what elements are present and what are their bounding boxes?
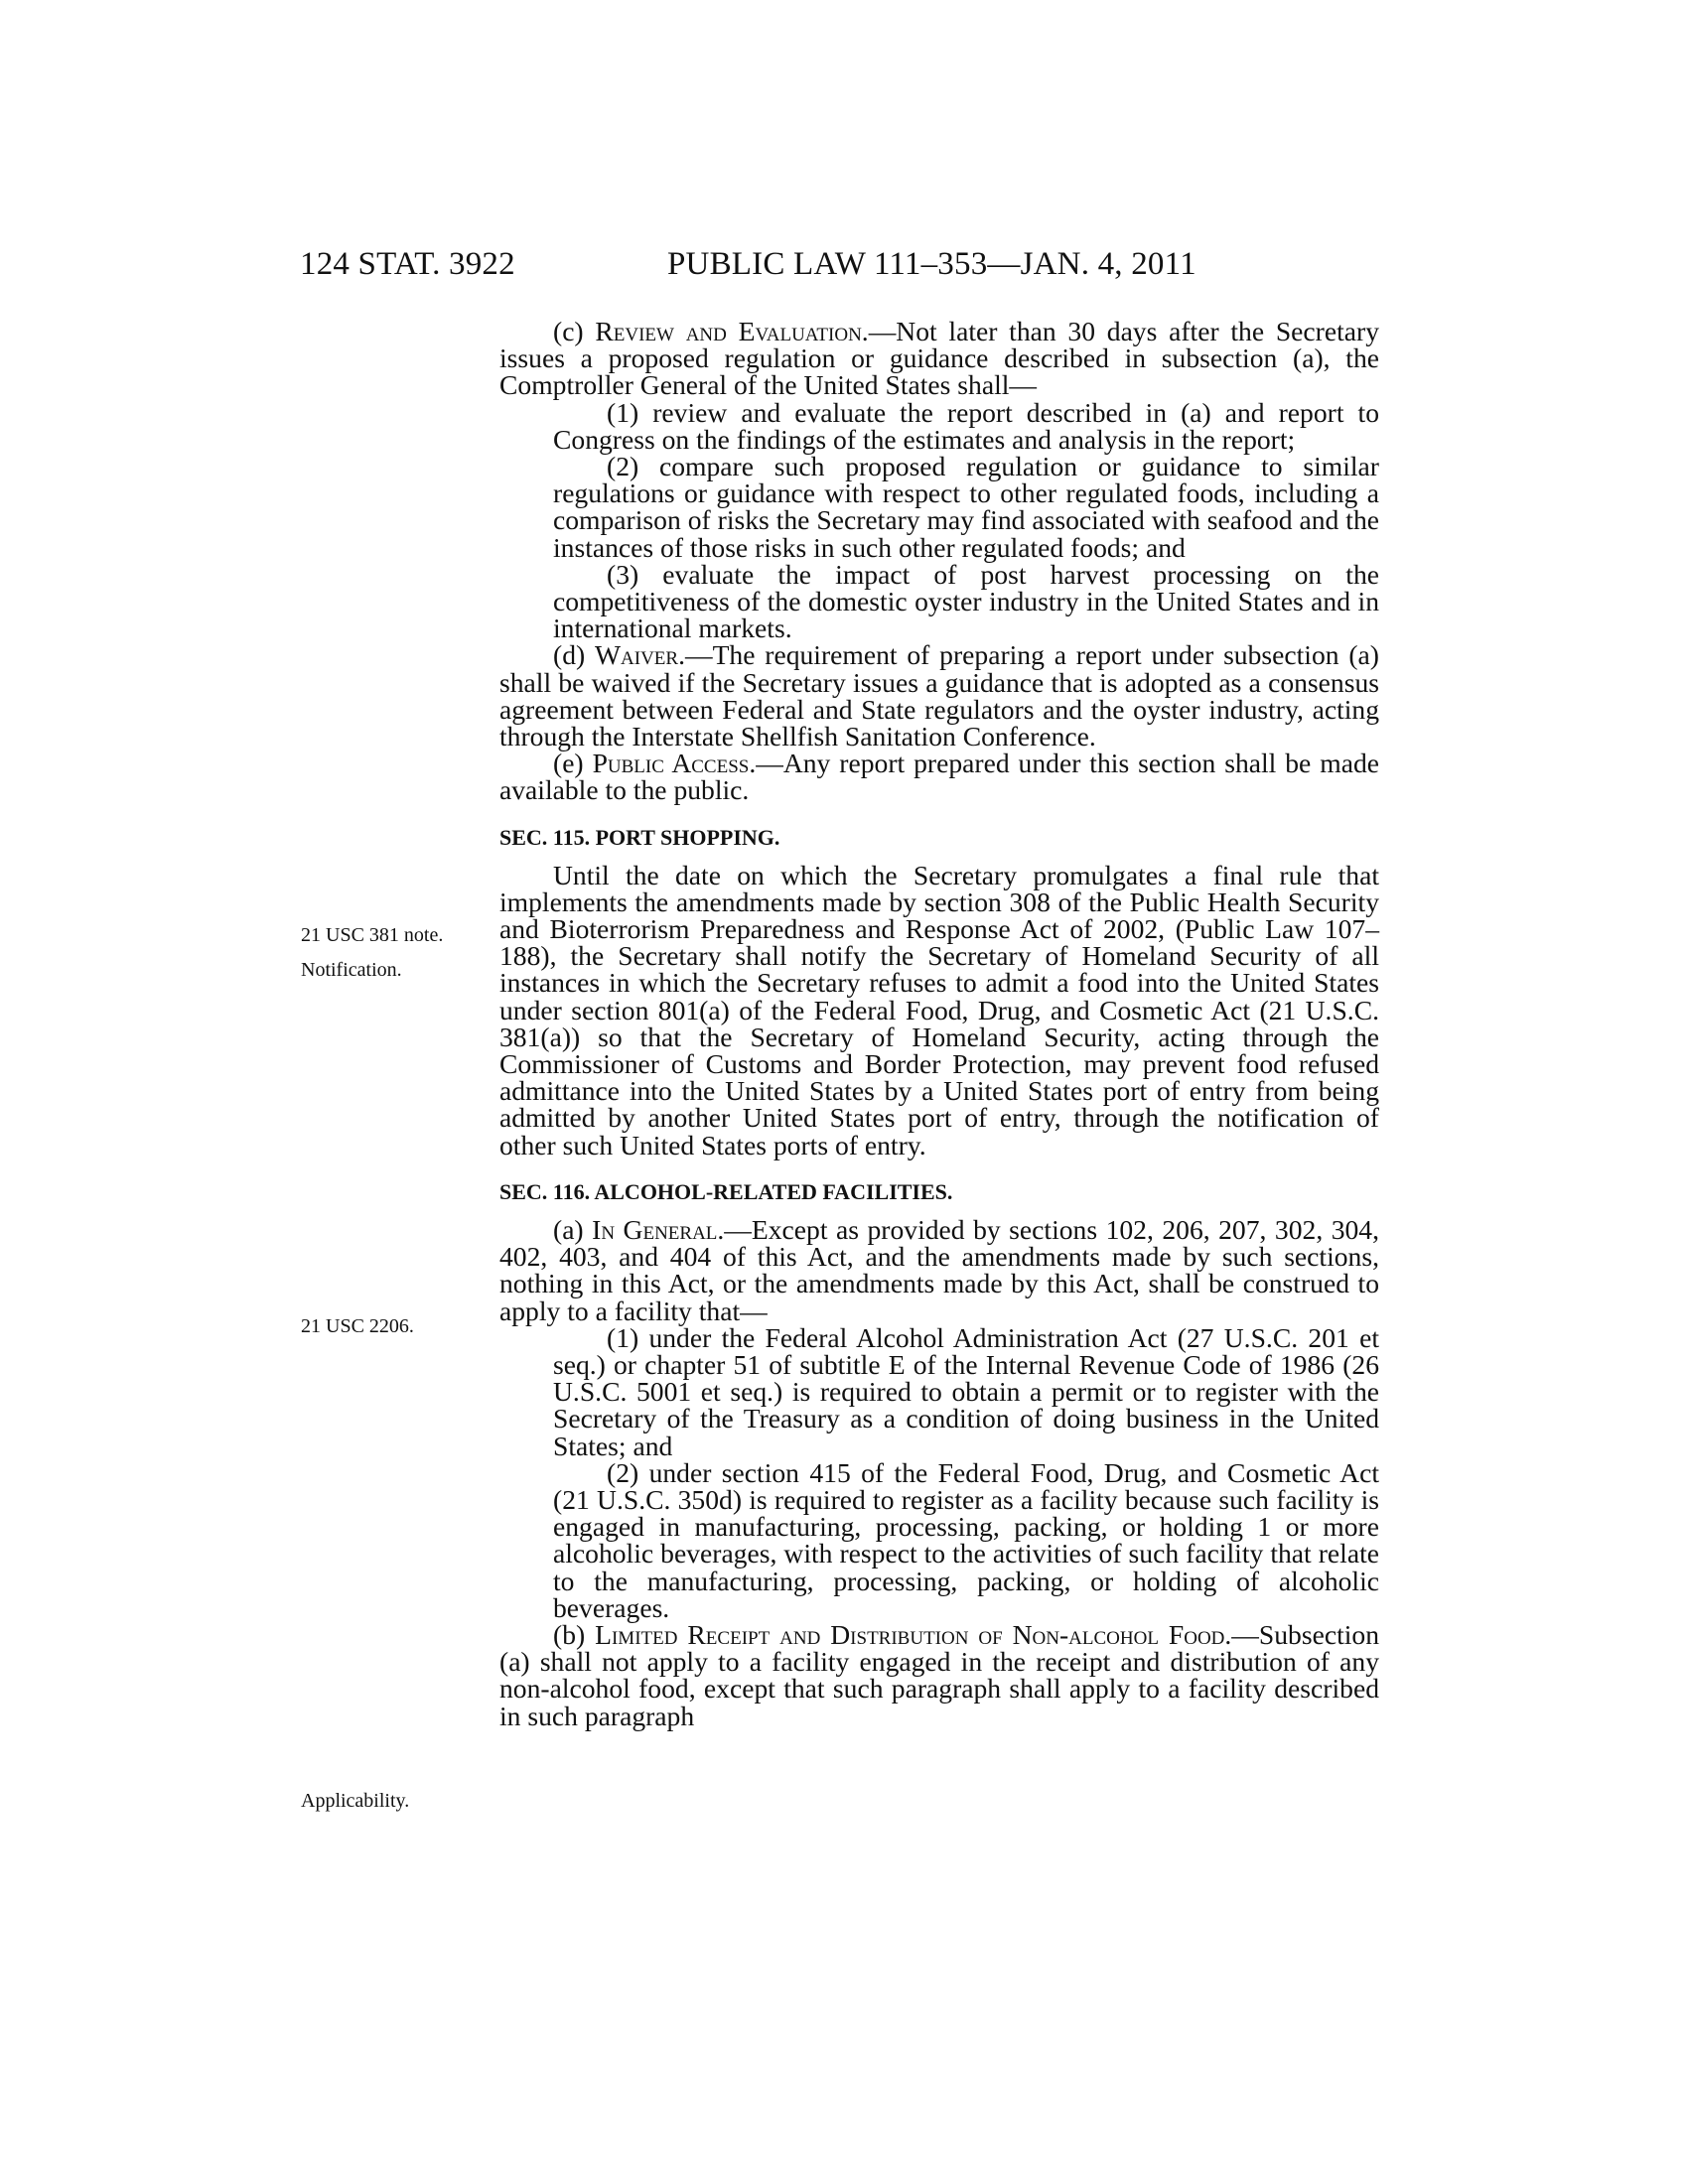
paragraph-a2: (2) under section 415 of the Federal Food, Drug, and Cosmetic Act (21 U.S.C. 350d) is required to register as a facility because such facility is engaged in manufacturing, processing, packing, or holding 1 or more alcoholic beverages, with respect to the activities of such facility that relate to the manufacturing, processing, packing, or holding of alcoholic beverages. bbox=[553, 1456, 1379, 1623]
section-115-text: Until the date on which the Secretary promulgates a final rule that implements the amendments made by section 308 of the Public Health Security and Bioterrorism Preparedness and Response Act of 2002, (Public Law 107–188), the Secretary shall notify the Secretary of Homeland Security of all instances in which the Secretary refuses to admit a food into the United States under section 801(a) of the Federal Food, Drug, and Cosmetic Act (21 U.S.C. 381(a)) so that the Secretary of Homeland Security, acting through the Commissioner of Customs and Border Protection, may prevent food refused admittance into the United States by a United States port of entry from being admitted by another United States port of entry, through the notification of other such United States ports of entry. bbox=[499, 859, 1379, 1160]
margin-note-citation-sec115: 21 USC 381 note. bbox=[301, 924, 444, 946]
subsection-heading: In General bbox=[592, 1213, 718, 1245]
statute-text bbox=[499, 318, 1379, 1729]
paragraph-c1: (1) review and evaluate the report described in (a) and report to Congress on the findings of the estimates and analysis in the report; bbox=[553, 396, 1379, 455]
running-title: PUBLIC LAW 111–353—JAN. 4, 2011 bbox=[667, 246, 1196, 282]
section-115-heading: SEC. 115. PORT SHOPPING. bbox=[499, 824, 780, 850]
subsection-e: (e) Public Access.—Any report prepared under this section shall be made available to the public. bbox=[499, 748, 1379, 806]
subsection-heading: Waiver bbox=[594, 639, 679, 671]
statute-page-number: 124 STAT. 3922 bbox=[300, 246, 515, 282]
paragraph-c3: (3) evaluate the impact of post harvest processing on the competitiveness of the domestic oyster industry in the United States and in international markets. bbox=[553, 558, 1379, 644]
paragraph-c2: (2) compare such proposed regulation or guidance to similar regulations or guidance with respect to other regulated foods, including a comparison of risks the Secretary may find associated with seafood and the instances of those risks in such other regulated foods; and bbox=[553, 451, 1379, 563]
margin-note-applicability: Applicability. bbox=[301, 1790, 410, 1812]
section-116-heading: SEC. 116. ALCOHOL-RELATED FACILITIES. bbox=[499, 1178, 953, 1204]
subsection-heading: Limited Receipt and Distribution of Non-alcohol Food bbox=[595, 1618, 1225, 1650]
subsection-116-a: (a) In General.—Except as provided by sections 102, 206, 207, 302, 304, 402, 403, and 404 of this Act, and the amendments made by such sections, nothing in this Act, or the amendments made by this Act, shall be construed to apply to a facility that— bbox=[499, 1213, 1379, 1326]
margin-note-citation-sec116: 21 USC 2206. bbox=[301, 1315, 414, 1337]
subsection-c: (c) Review and Evaluation.—Not later than 30 days after the Secretary issues a proposed regulation or guidance described in subsection (a), the Comptroller General of the United States shall— bbox=[499, 316, 1379, 401]
subsection-heading: Public Access bbox=[592, 748, 750, 779]
subsection-d: (d) Waiver.—The requirement of preparing a report under subsection (a) shall be waived if the Secretary issues a guidance that is adopted as a consensus agreement between Federal and State regulators and the oyster industry, acting through the Interstate Shellfish Sanitation Conference. bbox=[499, 639, 1379, 752]
page-header bbox=[300, 246, 1379, 286]
paragraph-a1: (1) under the Federal Alcohol Administration Act (27 U.S.C. 201 et seq.) or chapter 51 of subtitle E of the Internal Revenue Code of 1986 (26 U.S.C. 5001 et seq.) is required to obtain a permit or to register with the Secretary of the Treasury as a condition of doing business in the United States; and bbox=[553, 1321, 1379, 1461]
subsection-116-b: (b) Limited Receipt and Distribution of Non-alcohol Food.—Subsection (a) shall not apply to a facility engaged in the receipt and distribution of any non-alcohol food, except that such paragraph shall apply to a facility described in such paragraph bbox=[499, 1618, 1379, 1731]
subsection-heading: Review and Evaluation bbox=[595, 316, 862, 346]
margin-note-notification: Notification. bbox=[301, 959, 402, 981]
